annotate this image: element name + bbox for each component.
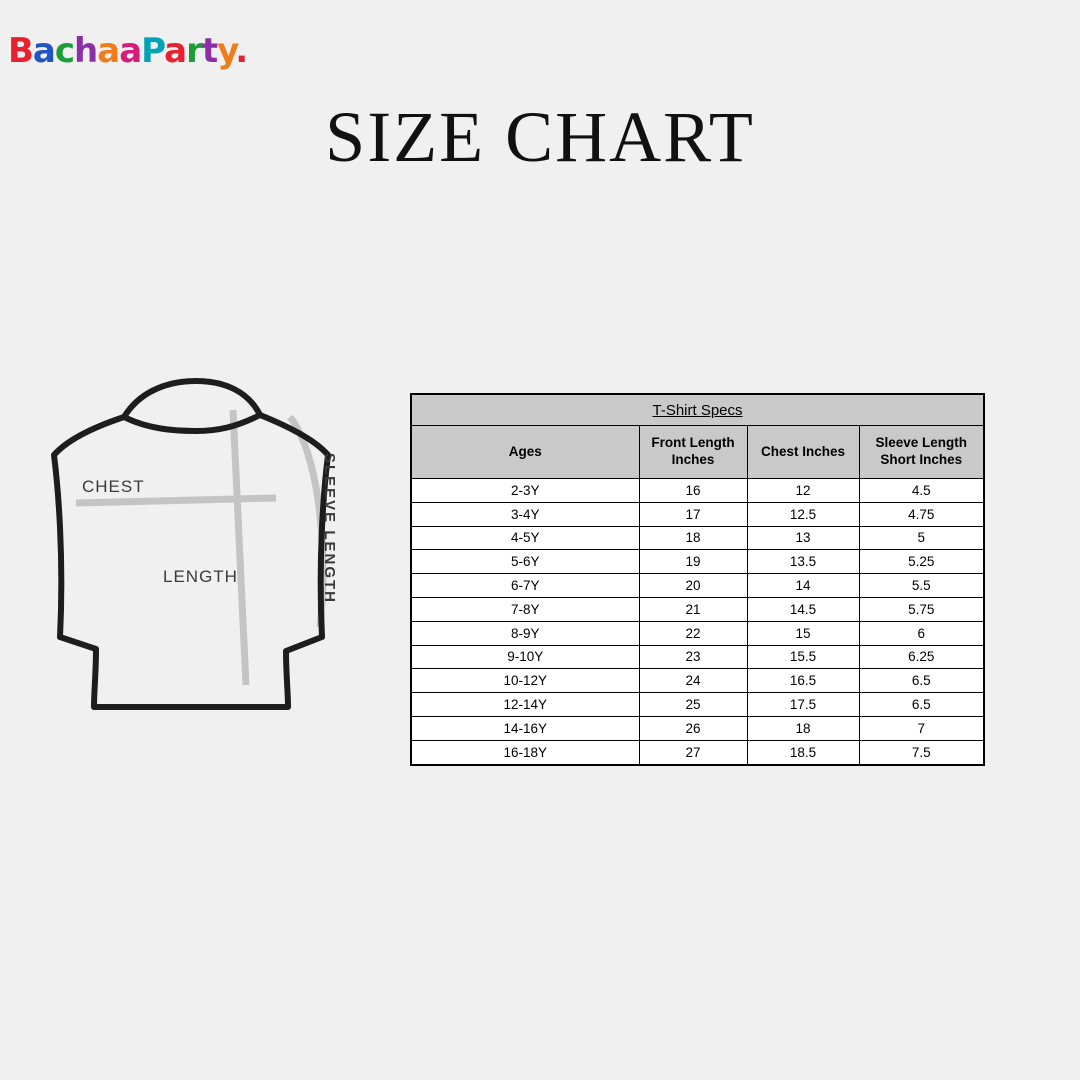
table-row [411, 597, 984, 621]
table-cell: 22 [639, 621, 747, 645]
table-caption-cell [411, 394, 984, 426]
table-header-row [411, 426, 984, 479]
table-cell: 17 [639, 502, 747, 526]
table-cell: 5.25 [859, 550, 984, 574]
table-row [411, 669, 984, 693]
table-cell: 4.75 [859, 502, 984, 526]
table-cell: 4.5 [859, 479, 984, 503]
table-cell: 27 [639, 740, 747, 764]
table-cell: 6.5 [859, 693, 984, 717]
table-cell: 16-18Y [411, 740, 639, 764]
table-row [411, 502, 984, 526]
table-cell: 9-10Y [411, 645, 639, 669]
table-row [411, 479, 984, 503]
table-header-text: Ages [508, 443, 542, 459]
table-cell: 15 [747, 621, 859, 645]
table-header-text: Sleeve Length [875, 435, 968, 451]
logo-letter: r [186, 31, 202, 71]
table-cell: 17.5 [747, 693, 859, 717]
table-cell: 18.5 [747, 740, 859, 764]
table-row [411, 693, 984, 717]
table-row [411, 740, 984, 764]
table-cell: 7 [859, 716, 984, 740]
logo-letter: c [54, 31, 75, 71]
table-row [411, 645, 984, 669]
table-row [411, 574, 984, 598]
table-cell: 13.5 [747, 550, 859, 574]
table-cell: 20 [639, 574, 747, 598]
table-cell: 24 [639, 669, 747, 693]
shirt-outline [54, 381, 328, 707]
logo-letter: h [74, 31, 98, 71]
size-chart-table [410, 393, 985, 766]
table-cell: 6-7Y [411, 574, 639, 598]
logo-letter: a [97, 31, 120, 71]
table-cell: 12.5 [747, 502, 859, 526]
size-chart-table-container [410, 393, 985, 766]
table-cell: 23 [639, 645, 747, 669]
table-cell: 16 [639, 479, 747, 503]
page-title: SIZE CHART [325, 97, 755, 177]
table-header-cell [639, 426, 747, 479]
table-cell: 25 [639, 693, 747, 717]
table-cell: 14 [747, 574, 859, 598]
logo-letter: a [119, 31, 142, 71]
table-row [411, 716, 984, 740]
table-cell: 5 [859, 526, 984, 550]
logo-letter: a [32, 31, 55, 71]
table-caption-text: T-Shirt Specs [652, 401, 743, 419]
logo-letter: . [235, 31, 248, 71]
table-cell: 7.5 [859, 740, 984, 764]
logo-letter: t [201, 31, 218, 71]
table-cell: 8-9Y [411, 621, 639, 645]
table-cell: 7-8Y [411, 597, 639, 621]
table-cell: 10-12Y [411, 669, 639, 693]
shirt-illustration [28, 355, 388, 735]
table-cell: 19 [639, 550, 747, 574]
table-header-text: Short Inches [880, 452, 963, 467]
table-cell: 12 [747, 479, 859, 503]
logo-letter: B [8, 31, 33, 71]
table-cell: 14-16Y [411, 716, 639, 740]
logo-letter: a [164, 31, 187, 71]
table-cell: 21 [639, 597, 747, 621]
table-cell: 15.5 [747, 645, 859, 669]
table-cell: 13 [747, 526, 859, 550]
table-cell: 6.5 [859, 669, 984, 693]
table-header-cell [411, 426, 639, 479]
table-cell: 4-5Y [411, 526, 639, 550]
brand-logo-text [8, 22, 266, 80]
brand-logo [8, 22, 266, 80]
chest-label: CHEST [82, 477, 145, 496]
table-cell: 14.5 [747, 597, 859, 621]
table-header-text: Chest Inches [760, 443, 846, 459]
table-cell: 5.75 [859, 597, 984, 621]
measurement-guides [76, 410, 323, 685]
length-label: LENGTH [163, 567, 238, 586]
table-header-text: Front Length [651, 435, 735, 451]
logo-letter: y [217, 31, 236, 71]
table-cell: 12-14Y [411, 693, 639, 717]
table-cell: 5-6Y [411, 550, 639, 574]
table-body [411, 479, 984, 765]
table-row [411, 621, 984, 645]
table-header-text: Inches [671, 452, 715, 467]
table-header-cell [747, 426, 859, 479]
table-row [411, 550, 984, 574]
table-cell: 18 [747, 716, 859, 740]
sleeve-length-label: SLEEVE LENGTH [321, 453, 338, 605]
logo-letter: P [141, 31, 165, 71]
table-cell: 3-4Y [411, 502, 639, 526]
table-header-cell [859, 426, 984, 479]
table-cell: 6 [859, 621, 984, 645]
table-cell: 16.5 [747, 669, 859, 693]
table-cell: 5.5 [859, 574, 984, 598]
table-cell: 2-3Y [411, 479, 639, 503]
table-cell: 26 [639, 716, 747, 740]
table-caption-row [411, 394, 984, 426]
table-cell: 18 [639, 526, 747, 550]
table-row [411, 526, 984, 550]
table-cell: 6.25 [859, 645, 984, 669]
